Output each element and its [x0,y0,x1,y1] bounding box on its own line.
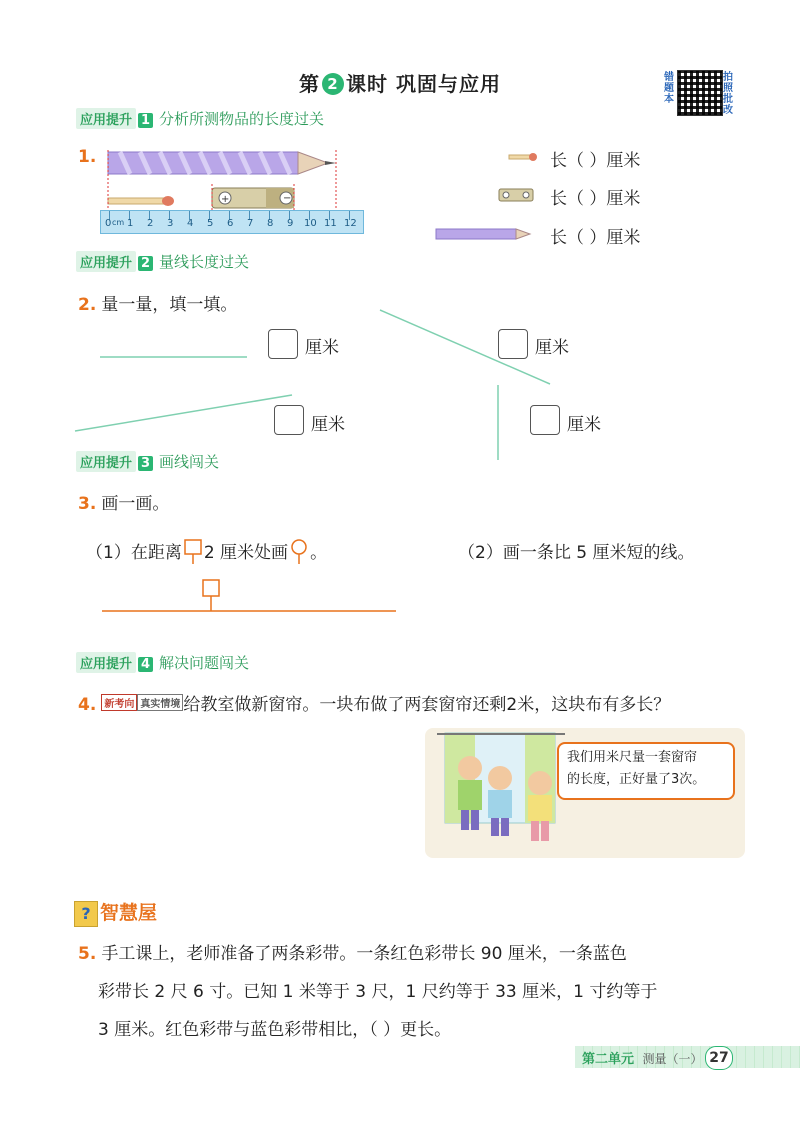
question-4-number: 4. [78,695,97,715]
answer-pencil[interactable]: 长（ ）厘米 [550,228,641,248]
ruler-label: 3 [167,218,174,229]
unit-label: 厘米 [305,338,339,358]
unit-label: 厘米 [535,338,569,358]
ruler-label: 12 [344,218,357,229]
unit-label: 厘米 [567,415,601,435]
ruler [100,210,364,234]
qr-code-icon[interactable] [677,70,723,116]
real-situation-tag: 真实情境 [137,694,183,711]
unit-label: 厘米 [311,415,345,435]
section-header-1 [76,108,324,129]
section-title: 分析所测物品的长度过关 [159,110,325,128]
title-prefix: 第 [299,72,321,96]
ruler-unit: cm [112,218,125,227]
question-3 [78,489,169,514]
footer-topic: 测量（一） [642,1052,703,1066]
answer-box[interactable] [274,405,304,435]
question-2-text: 量一量，填一填。 [101,295,238,315]
new-direction-tag: 新考向 [101,694,137,711]
question-5-line-1: 手工课上，老师准备了两条彩带。一条红色彩带长 90 厘米，一条蓝色 [101,944,627,964]
matchstick-image [108,196,174,206]
speech-bubble [557,742,735,800]
pencil-image [108,152,336,174]
question-5-line-3[interactable]: 3 厘米。红色彩带与蓝色彩带相比，（ ）更长。 [98,1020,452,1040]
answer-battery[interactable]: 长（ ）厘米 [550,189,641,209]
section-title: 解决问题闯关 [159,654,250,672]
ruler-label: 7 [247,218,254,229]
pencil-small-icon [434,226,534,242]
svg-text:+: + [221,194,230,205]
ruler-label: 9 [287,218,294,229]
flag-square-icon [182,538,204,564]
question-3-text: 画一画。 [101,494,170,514]
question-2-number: 2. [78,295,97,315]
question-4 [78,690,778,715]
answer-box[interactable] [530,405,560,435]
drawing-baseline[interactable] [100,575,400,615]
section-header-2 [76,251,249,272]
ruler-label: 11 [324,218,337,229]
ruler-label: 4 [187,218,194,229]
battery-image [212,188,294,208]
answer-box[interactable] [498,329,528,359]
ruler-label: 6 [227,218,234,229]
question-3-number: 3. [78,494,97,514]
section-number: 1 [138,113,153,128]
bubble-line-1: 我们用米尺量一套窗帘 [567,750,698,765]
section-number: 4 [138,657,153,672]
lines-to-measure [70,300,570,470]
question-5-number: 5. [78,944,97,964]
section-header-3 [76,451,219,472]
qr-right-label: 拍照批改 [723,72,733,116]
wisdom-header [74,898,157,927]
matchstick-small-icon [508,152,538,162]
svg-text:−: − [283,193,292,204]
section-tag: 应用提升 [76,451,136,472]
qr-left-label: 错题本 [664,72,674,105]
question-mark-icon: ? [74,901,98,927]
ruler-label: 5 [207,218,214,229]
question-5-line-2: 彩带长 2 尺 6 寸。已知 1 米等于 3 尺，1 尺约等于 33 厘米，1 寸约等于 [98,982,658,1002]
page-number: 27 [705,1046,733,1070]
section-tag: 应用提升 [76,108,136,129]
question-3-part1: （1）在距离 2 厘米处画 。 [86,538,327,564]
ruler-label: 10 [304,218,317,229]
ruler-label: 0 [105,218,112,229]
question-3-part2: （2）画一条比 5 厘米短的线。 [458,543,695,563]
lesson-number-badge: 2 [322,73,344,95]
section-number: 3 [138,456,153,471]
question-5 [78,935,768,1049]
footer-unit: 第二单元 测量（一） [582,1052,703,1067]
battery-small-icon [497,186,537,204]
section-header-4 [76,652,249,673]
bubble-line-2: 的长度，正好量了3次。 [567,772,706,787]
question-4-text: 给教室做新窗帘。一块布做了两套窗帘还剩2米，这块布有多长？ [183,695,671,715]
ruler-label: 8 [267,218,274,229]
title-suffix: 课时 巩固与应用 [346,72,501,96]
section-title: 量线长度过关 [159,253,250,271]
section-tag: 应用提升 [76,251,136,272]
section-tag: 应用提升 [76,652,136,673]
ruler-label: 1 [127,218,134,229]
answer-box[interactable] [268,329,298,359]
question-1-number: 1. [78,147,97,167]
answer-match[interactable]: 长（ ）厘米 [550,151,641,171]
ruler-label: 2 [147,218,154,229]
wisdom-title: 智慧屋 [100,902,158,924]
section-title: 画线闯关 [159,453,220,471]
flag-circle-icon [288,538,310,564]
section-number: 2 [138,256,153,271]
